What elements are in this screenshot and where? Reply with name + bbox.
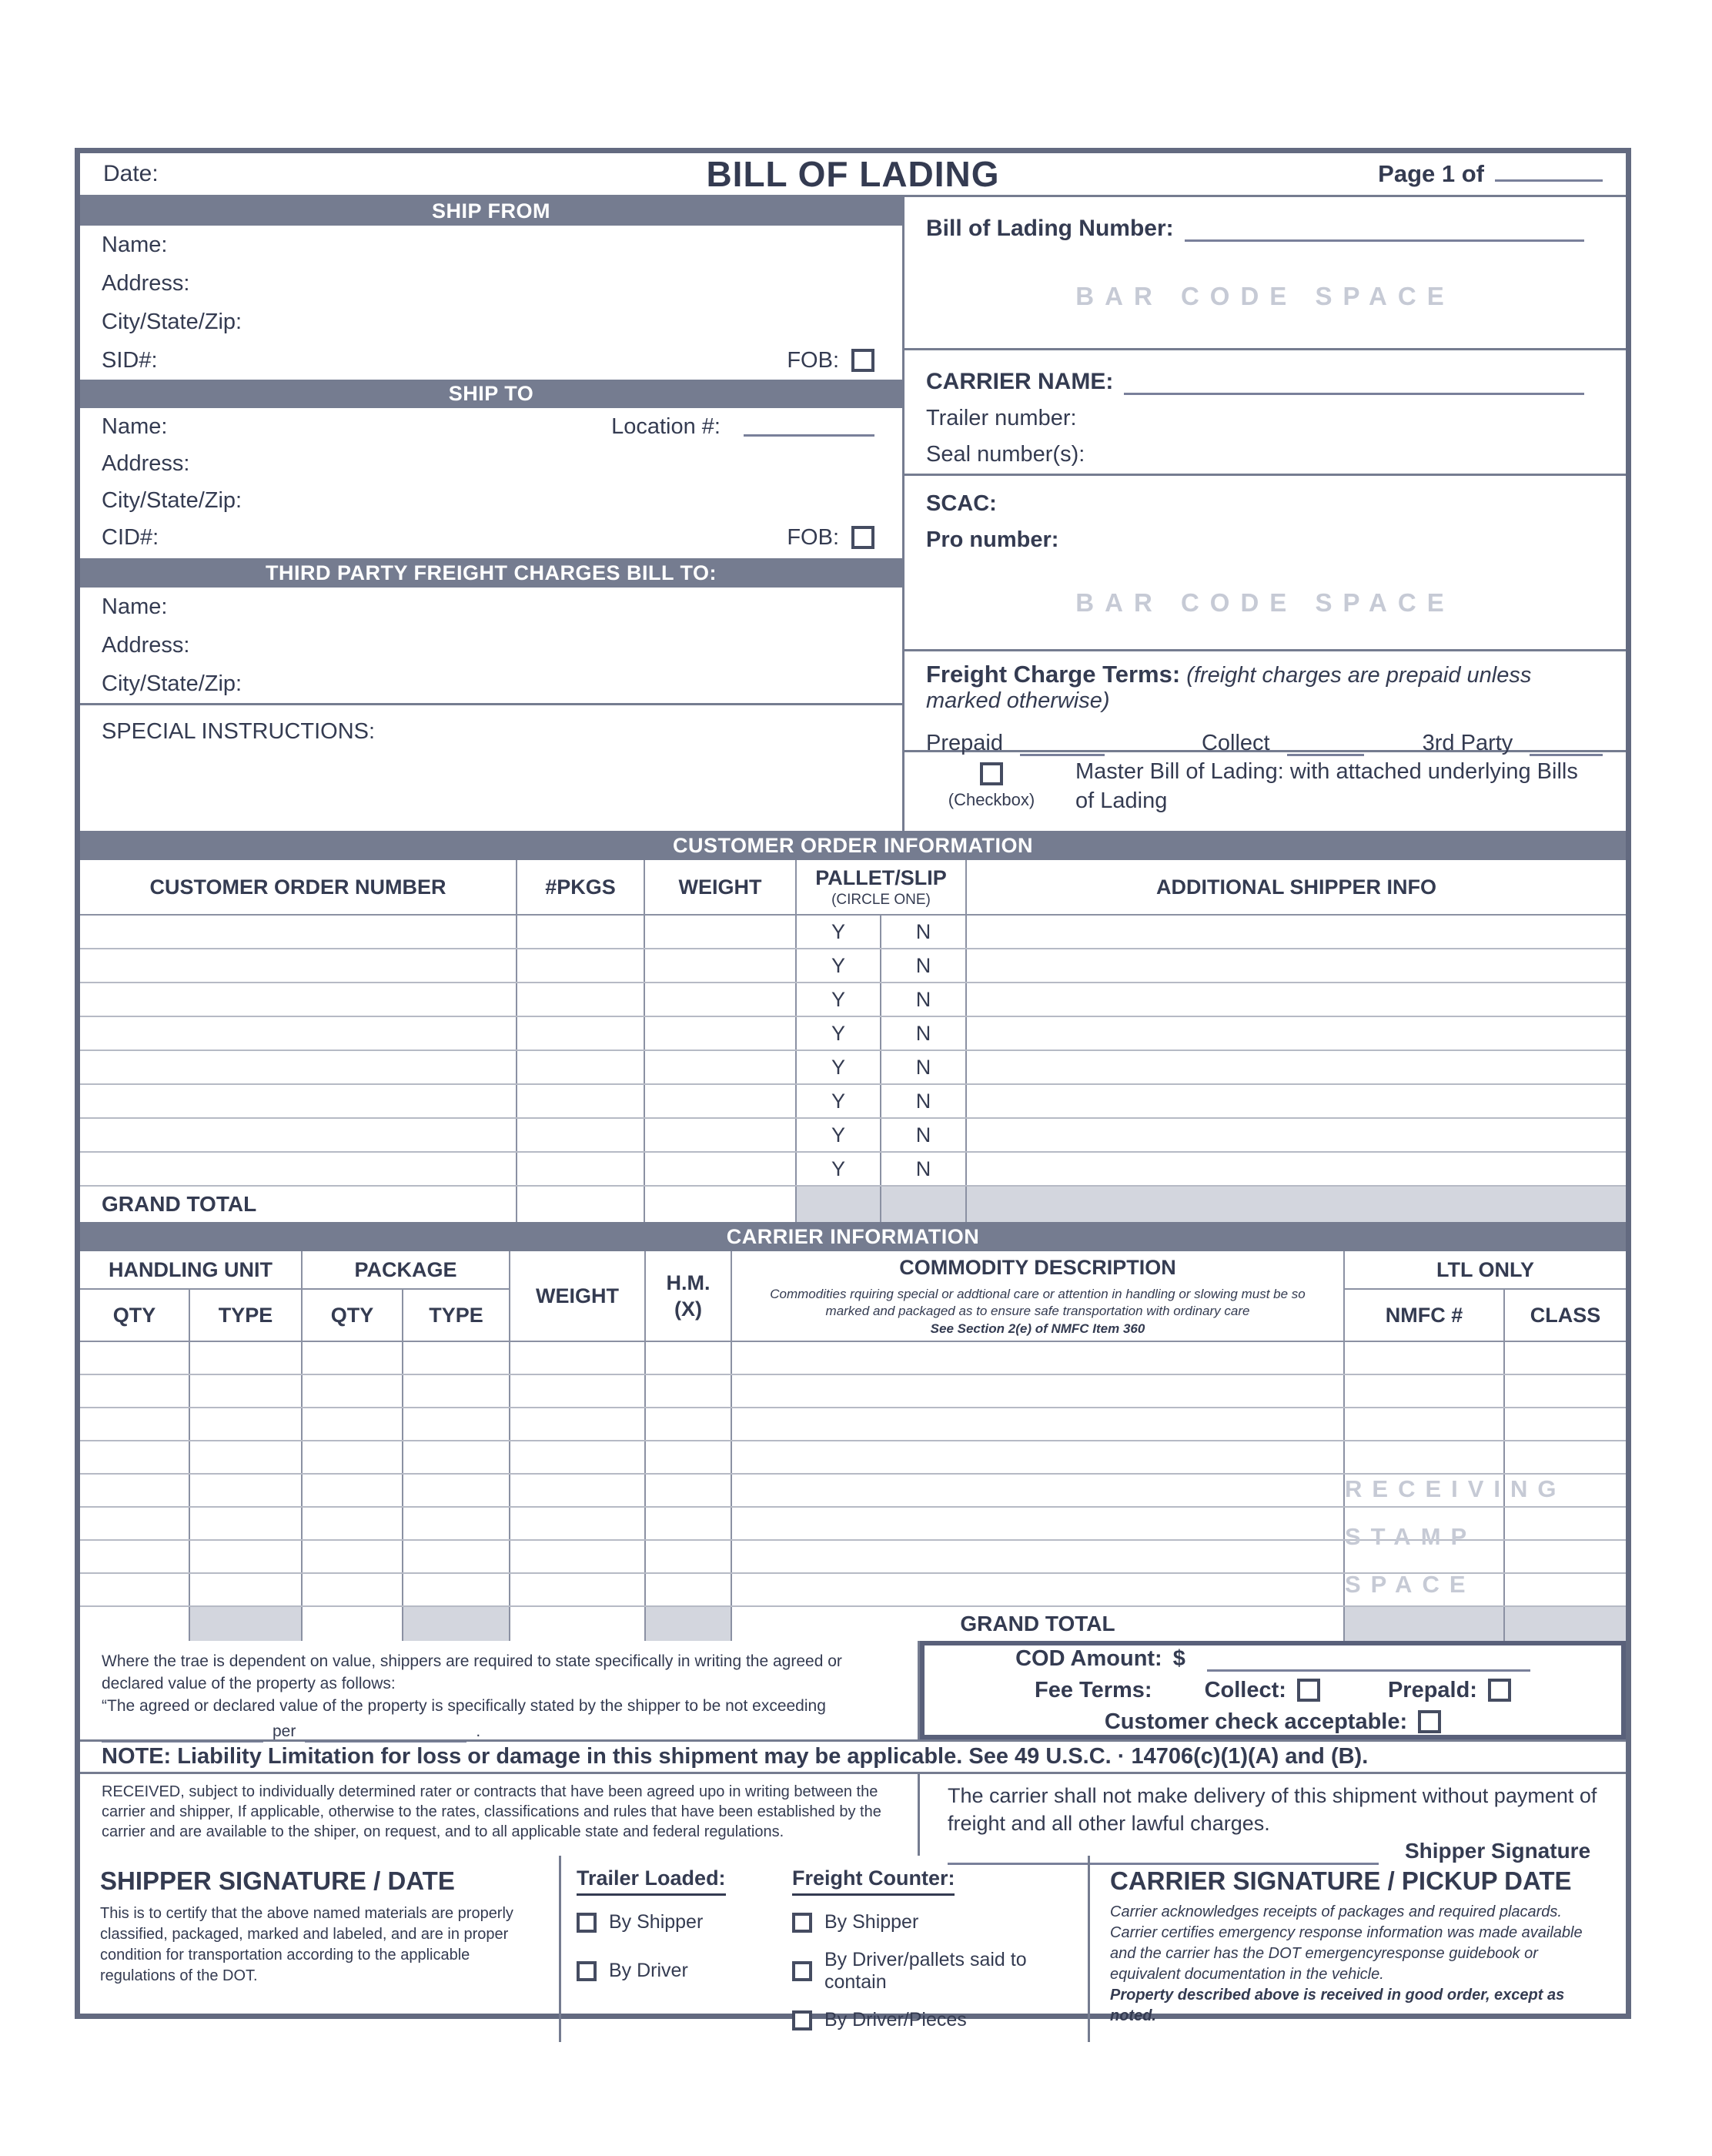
- commodity-note-bold: See Section 2(e) of NMFC Item 360: [930, 1321, 1145, 1336]
- freight-by-driver-pieces-checkbox[interactable]: [792, 2010, 812, 2030]
- carrier-info-header: [80, 1222, 1626, 1251]
- cod-amount-label: COD Amount:: [1015, 1645, 1162, 1671]
- hm-cell[interactable]: [646, 1342, 732, 1374]
- carrier-weight-cell[interactable]: [510, 1408, 646, 1440]
- freight-by-driver-pallets-checkbox[interactable]: [792, 1961, 812, 1981]
- customer-table-header: [80, 860, 1626, 916]
- customer-order-row: [80, 983, 1626, 1017]
- pallet-no-option[interactable]: N: [881, 916, 967, 948]
- class-cell[interactable]: [1505, 1408, 1626, 1440]
- carrier-table-body: [80, 1342, 1626, 1607]
- shipper-certify-text: This is to certify that the above named materials are properly classified, packaged, marked and labeled, and are in proper condition for transportation according to the applicable regulations of the DOT.: [100, 1905, 513, 1984]
- fee-prepaid-label: Prepald:: [1387, 1677, 1477, 1702]
- hu-qty-cell[interactable]: [80, 1508, 190, 1539]
- grand-total-weight-cell[interactable]: [645, 1187, 797, 1222]
- hu-type-label: TYPE: [218, 1303, 273, 1327]
- commodity-note: Commodities rquiring special or addtional care or attention in handling or slowing must be so marked and packaged as to ensure safe transportation with ordinary care: [770, 1286, 1306, 1318]
- customer-order-row: [80, 1119, 1626, 1153]
- handling-unit-group: [80, 1251, 303, 1341]
- hm-cell[interactable]: [646, 1541, 732, 1572]
- freight-counter-header: Freight Counter:: [792, 1866, 955, 1896]
- pkg-type-cell[interactable]: [403, 1441, 510, 1473]
- trailer-loaded-column: [577, 1866, 769, 2031]
- bol-number-label: Bill of Lading Number:: [926, 216, 1174, 241]
- left-column: [80, 197, 904, 831]
- commodity-cell[interactable]: [732, 1408, 1345, 1440]
- hu-type-cell[interactable]: [190, 1508, 303, 1539]
- scac-label: SCAC:: [926, 490, 997, 516]
- receiving-stamp-space: [1345, 1465, 1622, 1609]
- trailer-by-shipper-label: By Shipper: [609, 1911, 704, 1933]
- master-bol-box: [904, 752, 1626, 831]
- carrier-grand-total-row: [80, 1607, 1626, 1641]
- additional-info-cell[interactable]: [967, 949, 1626, 982]
- customer-order-row: [80, 916, 1626, 949]
- receiving-stamp-line2: STAMP SPACE: [1345, 1523, 1476, 1598]
- pallet-no-option[interactable]: N: [881, 1051, 967, 1083]
- special-instructions-label: SPECIAL INSTRUCTIONS:: [102, 719, 376, 744]
- order-number-cell[interactable]: [80, 1085, 517, 1117]
- value-cod-row: [80, 1641, 1626, 1739]
- pkg-qty-cell[interactable]: [303, 1375, 403, 1407]
- additional-info-cell[interactable]: [967, 916, 1626, 948]
- class-cell[interactable]: [1505, 1342, 1626, 1374]
- pallet-no-option[interactable]: N: [881, 1153, 967, 1185]
- master-bol-checkbox[interactable]: [980, 762, 1003, 785]
- hm-cell[interactable]: [646, 1408, 732, 1440]
- col-additional-shipper-info: ADDITIONAL SHIPPER INFO: [1155, 875, 1437, 899]
- commodity-cell[interactable]: [732, 1375, 1345, 1407]
- pkg-type-cell[interactable]: [403, 1508, 510, 1539]
- pkgs-cell[interactable]: [517, 1051, 645, 1083]
- pkg-qty-cell[interactable]: [303, 1508, 403, 1539]
- additional-info-cell[interactable]: [967, 983, 1626, 1016]
- cod-box: [920, 1641, 1626, 1739]
- customer-order-row: [80, 1017, 1626, 1051]
- declared-value-box: [80, 1641, 920, 1739]
- pallet-no-option[interactable]: N: [881, 1119, 967, 1151]
- hu-type-cell[interactable]: [190, 1574, 303, 1605]
- hm-x-label: (X): [674, 1297, 702, 1321]
- ship-to-header: [80, 380, 902, 408]
- pallet-no-option[interactable]: N: [881, 1085, 967, 1117]
- liability-note: NOTE: Liability Limitation for loss or damage in this shipment may be applicable. See 49 U.S.C. · 14706(c)(1)(A) and (B).: [80, 1739, 1626, 1774]
- pallet-yes-option[interactable]: Y: [797, 1153, 881, 1185]
- customer-order-row: [80, 1085, 1626, 1119]
- cod-amount-field[interactable]: [1207, 1652, 1530, 1672]
- trailer-number-label: Trailer number:: [926, 405, 1077, 430]
- fee-terms-label: Fee Terms:: [1035, 1677, 1152, 1702]
- commodity-cell[interactable]: [732, 1541, 1345, 1572]
- col-carrier-weight: WEIGHT: [510, 1251, 646, 1341]
- gt-weight-cell[interactable]: [510, 1607, 646, 1641]
- cod-currency: $: [1172, 1645, 1185, 1671]
- pkg-type-cell[interactable]: [403, 1375, 510, 1407]
- pkg-type-cell[interactable]: [403, 1574, 510, 1605]
- third-party-header-label: THIRD PARTY FREIGHT CHARGES BILL TO:: [265, 561, 717, 584]
- hu-qty-cell[interactable]: [80, 1475, 190, 1506]
- carrier-name-field[interactable]: [1124, 375, 1584, 395]
- ship-from-address-label: Address:: [102, 270, 190, 296]
- hu-qty-cell[interactable]: [80, 1342, 190, 1374]
- freight-terms-note: (freight charges are prepaid unless marked otherwise): [926, 663, 1532, 713]
- form-title: BILL OF LADING: [706, 154, 1000, 194]
- seal-number-label: Seal number(s):: [926, 441, 1085, 467]
- hu-qty-cell[interactable]: [80, 1408, 190, 1440]
- weight-cell[interactable]: [645, 949, 797, 982]
- pkg-type-cell[interactable]: [403, 1408, 510, 1440]
- shipper-signature-header: SHIPPER SIGNATURE / DATE: [100, 1866, 455, 1895]
- pkgs-cell[interactable]: [517, 1017, 645, 1050]
- carrier-row: [80, 1375, 1626, 1408]
- pallet-yes-option[interactable]: Y: [797, 1119, 881, 1151]
- package-group: [303, 1251, 510, 1341]
- ship-to-cid-label: CID#:: [102, 524, 159, 550]
- carrier-delivery-text: The carrier shall not make delivery of this shipment without payment of freight and all other lawful charges.: [948, 1784, 1597, 1835]
- pkg-qty-cell[interactable]: [303, 1342, 403, 1374]
- carrier-signature-header: CARRIER SIGNATURE / PICKUP DATE: [1110, 1866, 1572, 1895]
- ship-to-fob-label: FOB:: [787, 524, 839, 550]
- customer-order-info-header: [80, 831, 1626, 860]
- customer-order-table: [80, 860, 1626, 1222]
- trailer-by-shipper-checkbox[interactable]: [577, 1913, 597, 1933]
- carrier-table-header: [80, 1251, 1626, 1342]
- commodity-cell[interactable]: [732, 1475, 1345, 1506]
- freight-terms-label: Freight Charge Terms:: [926, 661, 1181, 688]
- prepaid-label: Prepaid: [926, 731, 1003, 755]
- hu-type-cell[interactable]: [190, 1475, 303, 1506]
- fee-prepaid-checkbox[interactable]: [1488, 1679, 1511, 1702]
- commodity-cell[interactable]: [732, 1441, 1345, 1473]
- barcode-space-2: BAR CODE SPACE: [1075, 588, 1455, 617]
- circle-one-label: (CIRCLE ONE): [831, 891, 931, 908]
- ltl-only-group: [1345, 1251, 1626, 1341]
- commodity-header-label: COMMODITY DESCRIPTION: [899, 1255, 1176, 1279]
- master-bol-text: Master Bill of Lading: with attached underlying Bills of Lading: [1075, 759, 1578, 813]
- pkg-qty-cell[interactable]: [303, 1441, 403, 1473]
- period: .: [476, 1722, 481, 1740]
- col-weight: WEIGHT: [645, 860, 797, 914]
- hm-cell[interactable]: [646, 1508, 732, 1539]
- per-label: per: [273, 1722, 296, 1740]
- customer-order-row: [80, 1051, 1626, 1085]
- pro-number-label: Pro number:: [926, 527, 1059, 552]
- additional-info-cell[interactable]: [967, 1119, 1626, 1151]
- carrier-weight-cell[interactable]: [510, 1475, 646, 1506]
- order-number-cell[interactable]: [80, 983, 517, 1016]
- gt-hu-qty-cell[interactable]: [80, 1607, 190, 1641]
- freight-by-shipper-checkbox[interactable]: [792, 1913, 812, 1933]
- carrier-acknowledge-text: Carrier acknowledges receipts of packages and required placards. Carrier certifies emergency response information was made available and the carrier has the DOT emergencyresponse guidebook or equivalent documentation in the vehicle.: [1110, 1903, 1583, 1983]
- pallet-slip-label: PALLET/SLIP: [815, 865, 947, 889]
- trailer-by-driver-label: By Driver: [609, 1960, 688, 1981]
- col-commodity-description: [732, 1251, 1345, 1341]
- hm-cell[interactable]: [646, 1441, 732, 1473]
- scac-box: [904, 476, 1626, 651]
- package-label: PACKAGE: [303, 1251, 509, 1290]
- received-row: [80, 1774, 1626, 1863]
- fee-collect-checkbox[interactable]: [1297, 1679, 1320, 1702]
- carrier-weight-cell[interactable]: [510, 1574, 646, 1605]
- pkgs-cell[interactable]: [517, 1119, 645, 1151]
- collect-label: Collect: [1201, 731, 1270, 755]
- ship-from-name-label: Name:: [102, 232, 168, 257]
- hu-type-cell[interactable]: [190, 1541, 303, 1572]
- pkg-qty-cell[interactable]: [303, 1541, 403, 1572]
- ship-to-fields: [80, 408, 902, 558]
- customer-order-row: [80, 949, 1626, 983]
- class-label: CLASS: [1530, 1303, 1601, 1327]
- nmfc-cell[interactable]: [1345, 1342, 1505, 1374]
- additional-info-cell[interactable]: [967, 1051, 1626, 1083]
- pkgs-cell[interactable]: [517, 983, 645, 1016]
- shipper-signature-label: Shipper Signature: [1405, 1839, 1591, 1863]
- weight-cell[interactable]: [645, 1017, 797, 1050]
- ship-to-header-label: SHIP TO: [448, 382, 534, 405]
- location-number-label: Location #:: [611, 413, 721, 439]
- additional-info-cell[interactable]: [967, 1153, 1626, 1185]
- carrier-info-label: CARRIER INFORMATION: [726, 1224, 980, 1248]
- customer-grand-total-row: [80, 1187, 1626, 1222]
- carrier-row: [80, 1408, 1626, 1441]
- hu-type-cell[interactable]: [190, 1408, 303, 1440]
- freight-charge-terms-box: [904, 651, 1626, 755]
- carrier-weight-cell[interactable]: [510, 1375, 646, 1407]
- ltl-only-label: LTL ONLY: [1345, 1251, 1626, 1290]
- ship-from-fob-checkbox[interactable]: [851, 349, 874, 372]
- hu-qty-cell[interactable]: [80, 1574, 190, 1605]
- nmfc-cell[interactable]: [1345, 1375, 1505, 1407]
- ship-to-name-label: Name:: [102, 413, 168, 439]
- declared-value-line2: “The agreed or declared value of the property is specifically stated by the shipper to be not exceeding: [102, 1697, 826, 1715]
- carrier-weight-cell[interactable]: [510, 1541, 646, 1572]
- pkg-type-cell[interactable]: [403, 1342, 510, 1374]
- weight-cell[interactable]: [645, 916, 797, 948]
- receiving-stamp-line1: RECEIVING: [1345, 1475, 1567, 1502]
- carrier-name-box: [904, 350, 1626, 476]
- nmfc-label: NMFC #: [1345, 1290, 1505, 1341]
- page-label: Page 1 of: [1378, 160, 1484, 187]
- hm-cell[interactable]: [646, 1375, 732, 1407]
- third-party-address-label: Address:: [102, 632, 190, 658]
- weight-cell[interactable]: [645, 983, 797, 1016]
- grand-total-pkgs-cell[interactable]: [517, 1187, 645, 1222]
- gt-shaded-cell: [1505, 1607, 1626, 1641]
- carrier-grand-total-label: GRAND TOTAL: [960, 1612, 1115, 1635]
- ship-from-city-label: City/State/Zip:: [102, 309, 242, 334]
- signatures-row: [80, 1856, 1626, 2042]
- pkgs-cell[interactable]: [517, 1085, 645, 1117]
- third-party-fields: [80, 588, 902, 703]
- pallet-yes-option[interactable]: Y: [797, 1085, 881, 1117]
- gt-shaded-cell: [646, 1607, 732, 1641]
- pallet-no-option[interactable]: N: [881, 949, 967, 982]
- order-number-cell[interactable]: [80, 916, 517, 948]
- pallet-yes-option[interactable]: Y: [797, 949, 881, 982]
- pallet-no-option[interactable]: N: [881, 1017, 967, 1050]
- gt-shaded-cell: [190, 1607, 303, 1641]
- pallet-yes-option[interactable]: Y: [797, 1051, 881, 1083]
- third-party-term-label: 3rd Party: [1422, 731, 1513, 755]
- pkg-type-cell[interactable]: [403, 1541, 510, 1572]
- nmfc-cell[interactable]: [1345, 1408, 1505, 1440]
- grand-total-shaded-cell: [797, 1187, 881, 1222]
- pkgs-cell[interactable]: [517, 949, 645, 982]
- ship-to-fob-checkbox[interactable]: [851, 526, 874, 549]
- additional-info-cell[interactable]: [967, 1085, 1626, 1117]
- col-pkgs: #PKGS: [517, 860, 645, 914]
- handling-unit-label: HANDLING UNIT: [80, 1251, 301, 1290]
- pallet-yes-option[interactable]: Y: [797, 916, 881, 948]
- hu-qty-cell[interactable]: [80, 1441, 190, 1473]
- pkg-qty-label: QTY: [303, 1290, 403, 1341]
- order-number-cell[interactable]: [80, 1119, 517, 1151]
- pkg-type-cell[interactable]: [403, 1475, 510, 1506]
- freight-by-driver-pieces-label: By Driver/Pieces: [824, 2009, 967, 2030]
- gt-pkg-qty-cell[interactable]: [303, 1607, 403, 1641]
- weight-cell[interactable]: [645, 1085, 797, 1117]
- fee-collect-label: Collect:: [1204, 1677, 1286, 1702]
- received-text: RECEIVED, subject to individually determined rater or contracts that have been agreed upo in writing between the carrier and shipper, If applicable, otherwise to the rates, classifications and rules that have been established by the carrier and are available to the shiper, on request, and to all applicable state and federal regulations.: [80, 1774, 920, 1856]
- col-hm: [646, 1251, 732, 1341]
- bol-number-field[interactable]: [1185, 222, 1584, 242]
- ship-to-city-label: City/State/Zip:: [102, 487, 242, 513]
- ship-from-sid-label: SID#:: [102, 347, 158, 373]
- pallet-no-option[interactable]: N: [881, 983, 967, 1016]
- main-region: [80, 197, 1626, 831]
- third-party-city-label: City/State/Zip:: [102, 671, 242, 696]
- date-label: Date:: [103, 161, 159, 186]
- carrier-property-text: Property described above is received in good order, except as noted.: [1110, 1987, 1565, 2024]
- pkg-type-label: TYPE: [429, 1303, 483, 1327]
- carrier-name-label: CARRIER NAME:: [926, 368, 1114, 394]
- additional-info-cell[interactable]: [967, 1017, 1626, 1050]
- hu-qty-cell[interactable]: [80, 1375, 190, 1407]
- pallet-yes-option[interactable]: Y: [797, 983, 881, 1016]
- bol-number-box: [904, 197, 1626, 350]
- ship-from-fob-label: FOB:: [787, 347, 839, 373]
- pkg-qty-cell[interactable]: [303, 1574, 403, 1605]
- pkg-qty-cell[interactable]: [303, 1408, 403, 1440]
- carrier-row: [80, 1342, 1626, 1375]
- gt-shaded-cell: [403, 1607, 510, 1641]
- customer-grand-total-label: GRAND TOTAL: [80, 1187, 517, 1222]
- ship-from-header: [80, 197, 902, 226]
- commodity-cell[interactable]: [732, 1508, 1345, 1539]
- carrier-table: [80, 1251, 1626, 1641]
- pallet-yes-option[interactable]: Y: [797, 1017, 881, 1050]
- commodity-cell[interactable]: [732, 1342, 1345, 1374]
- ship-from-header-label: SHIP FROM: [431, 199, 550, 223]
- customer-check-label: Customer check acceptable:: [1104, 1709, 1408, 1734]
- freight-counter-column: [792, 1866, 1072, 2031]
- carrier-weight-cell[interactable]: [510, 1342, 646, 1374]
- commodity-cell[interactable]: [732, 1574, 1345, 1605]
- weight-cell[interactable]: [645, 1051, 797, 1083]
- customer-check-checkbox[interactable]: [1418, 1710, 1441, 1733]
- declared-value-line1: Where the trae is dependent on value, shippers are required to state specifically in writing the agreed or declared value of the property as follows:: [102, 1652, 842, 1692]
- ship-to-address-label: Address:: [102, 450, 190, 476]
- grand-total-shaded-cell: [881, 1187, 967, 1222]
- master-bol-checkbox-caption: (Checkbox): [948, 790, 1035, 809]
- barcode-space: BAR CODE SPACE: [1075, 282, 1455, 310]
- hm-cell[interactable]: [646, 1574, 732, 1605]
- gt-shaded-cell: [1345, 1607, 1505, 1641]
- bill-of-lading-form: [75, 148, 1631, 2030]
- trailer-loaded-header: Trailer Loaded:: [577, 1866, 726, 1896]
- hu-qty-label: QTY: [80, 1290, 190, 1341]
- order-number-cell[interactable]: [80, 949, 517, 982]
- third-party-header: [80, 558, 902, 588]
- ship-from-fields: [80, 226, 902, 380]
- col-customer-order-number: CUSTOMER ORDER NUMBER: [80, 860, 517, 914]
- weight-cell[interactable]: [645, 1119, 797, 1151]
- form-header: [80, 153, 1626, 197]
- location-number-field[interactable]: [744, 417, 874, 437]
- col-pallet-slip: [797, 860, 967, 914]
- order-number-cell[interactable]: [80, 1017, 517, 1050]
- loading-section: [561, 1856, 1090, 2042]
- customer-order-row: [80, 1153, 1626, 1187]
- grand-total-shaded-cell: [967, 1187, 1626, 1222]
- hm-label: H.M.: [666, 1271, 711, 1294]
- weight-cell[interactable]: [645, 1153, 797, 1185]
- third-party-name-label: Name:: [102, 594, 168, 619]
- pkgs-cell[interactable]: [517, 916, 645, 948]
- pkg-qty-cell[interactable]: [303, 1475, 403, 1506]
- order-number-cell[interactable]: [80, 1051, 517, 1083]
- pkgs-cell[interactable]: [517, 1153, 645, 1185]
- page-count-field[interactable]: [1495, 162, 1603, 182]
- page-indicator: [1000, 160, 1603, 188]
- special-instructions-area[interactable]: [80, 703, 902, 831]
- right-column: [904, 197, 1626, 831]
- shipper-signature-section: [80, 1856, 561, 2042]
- customer-order-info-label: CUSTOMER ORDER INFORMATION: [673, 833, 1033, 857]
- carrier-weight-cell[interactable]: [510, 1441, 646, 1473]
- order-number-cell[interactable]: [80, 1153, 517, 1185]
- trailer-by-driver-checkbox[interactable]: [577, 1961, 597, 1981]
- freight-by-driver-pallets-label: By Driver/pallets said to contain: [824, 1949, 1027, 1993]
- hu-type-cell[interactable]: [190, 1375, 303, 1407]
- hu-type-cell[interactable]: [190, 1441, 303, 1473]
- carrier-delivery-box: [920, 1774, 1626, 1863]
- hu-type-cell[interactable]: [190, 1342, 303, 1374]
- freight-by-shipper-label: By Shipper: [824, 1911, 919, 1933]
- hm-cell[interactable]: [646, 1475, 732, 1506]
- carrier-signature-section: [1090, 1856, 1626, 2042]
- carrier-weight-cell[interactable]: [510, 1508, 646, 1539]
- class-cell[interactable]: [1505, 1375, 1626, 1407]
- hu-qty-cell[interactable]: [80, 1541, 190, 1572]
